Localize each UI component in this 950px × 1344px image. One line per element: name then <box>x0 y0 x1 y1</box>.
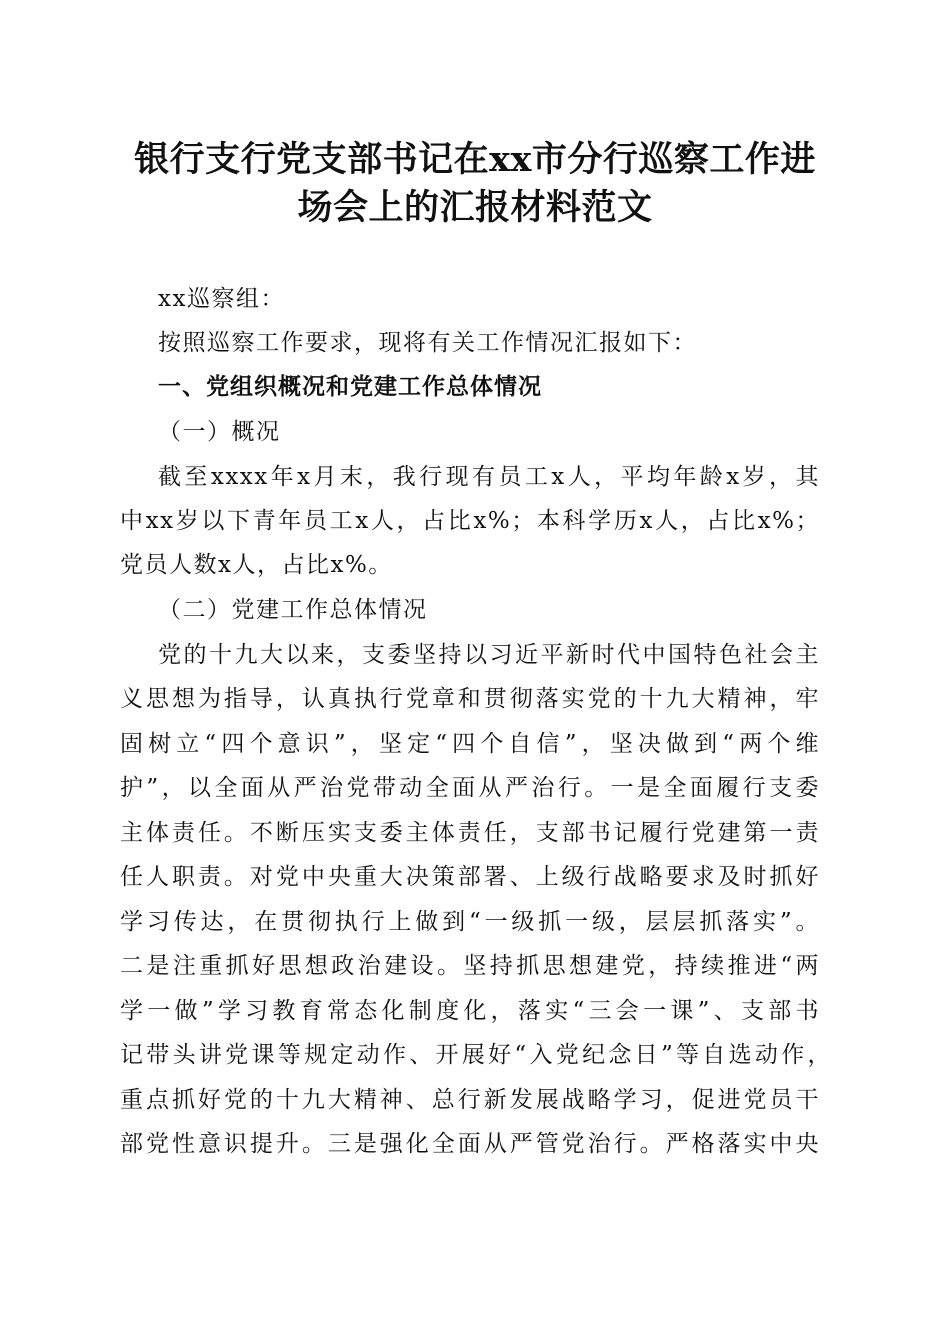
sub1-line-2: 中xx岁以下青年员工x人，占比x%；本科学历x人，占比x%； <box>120 508 820 534</box>
subsection-2-heading: （二）党建工作总体情况 <box>158 597 428 623</box>
sub1-line-1: 截至xxxx年x月末，我行现有员工x人，平均年龄x岁，其 <box>158 464 820 490</box>
sub2-line-2: 义思想为指导，认真执行党章和贯彻落实党的十九大精神，牢 <box>120 686 820 712</box>
sub2-line-5: 主体责任。不断压实支委主体责任，支部书记履行党建第一责 <box>120 820 820 846</box>
sub2-line-3: 固树立“四个意识”，坚定“四个自信”，坚决做到“两个维 <box>120 731 820 757</box>
salutation: xx巡察组： <box>158 286 285 312</box>
sub1-line-3: 党员人数x人，占比x%。 <box>120 552 393 578</box>
sub2-line-1: 党的十九大以来，支委坚持以习近平新时代中国特色社会主 <box>158 642 820 668</box>
sub2-line-11: 重点抓好党的十九大精神、总行新发展战略学习，促进党员干 <box>120 1087 820 1113</box>
title-line-2: 场会上的汇报材料范文 <box>297 187 653 228</box>
sub2-line-12: 部党性意识提升。三是强化全面从严管党治行。严格落实中央 <box>120 1131 820 1157</box>
sub2-line-6: 任人职责。对党中央重大决策部署、上级行战略要求及时抓好 <box>120 864 820 890</box>
title-line-1: 银行支行党支部书记在xx市分行巡察工作进 <box>134 139 816 180</box>
section-1-heading: 一、党组织概况和党建工作总体情况 <box>158 374 542 400</box>
sub2-line-7: 学习传达，在贯彻执行上做到“一级抓一级，层层抓落实”。 <box>120 909 820 935</box>
document-title <box>100 136 850 232</box>
sub2-line-9: 学一做”学习教育常态化制度化，落实“三会一课”、支部书 <box>120 998 820 1024</box>
sub2-line-10: 记带头讲党课等规定动作、开展好“入党纪念日”等自选动作， <box>120 1042 832 1068</box>
sub2-line-4: 护”，以全面从严治党带动全面从严治行。一是全面履行支委 <box>120 775 820 801</box>
subsection-1-heading: （一）概况 <box>158 419 281 445</box>
intro-paragraph: 按照巡察工作要求，现将有关工作情况汇报如下： <box>158 330 697 356</box>
sub2-line-8: 二是注重抓好思想政治建设。坚持抓思想建党，持续推进“两 <box>120 953 820 979</box>
